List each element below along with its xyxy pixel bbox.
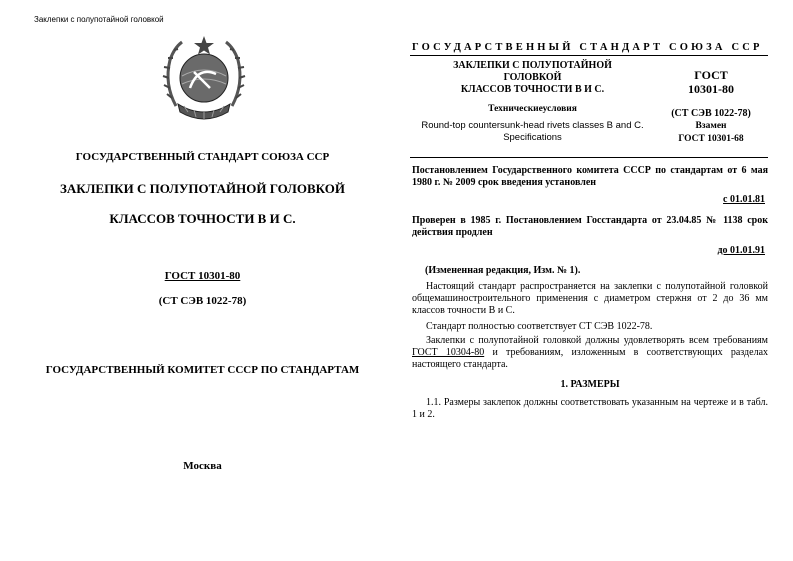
replaces-standard: ГОСТ 10301-68 bbox=[678, 134, 744, 144]
dimensions-paragraph: 1.1. Размеры заклепок должны соответствовать указанным на чертеже и в табл. 1 и 2. bbox=[412, 397, 768, 420]
requirements-text-a: Заклепки с полупотайной головкой должны удовлетворять всем требованиям bbox=[426, 335, 768, 346]
title-box-divider bbox=[410, 157, 768, 158]
validity-date: до 01.01.91 bbox=[717, 245, 765, 256]
gost-number-text: ГОСТ 10301-80 bbox=[164, 270, 241, 282]
committee-name: ГОСУДАРСТВЕННЫЙ КОМИТЕТ СССР ПО СТАНДАРТАМ bbox=[45, 364, 360, 376]
document-running-header: Заклепки с полупотайной головкой bbox=[34, 15, 164, 24]
publication-city: Москва bbox=[183, 460, 222, 472]
english-title-line-2: Specifications bbox=[503, 132, 562, 143]
standard-title-box bbox=[410, 60, 655, 144]
gost-designation-box bbox=[655, 68, 767, 145]
title-line-1: ЗАКЛЕПКИ С ПОЛУПОТАЙНОЙ ГОЛОВКОЙ bbox=[60, 181, 345, 196]
gost-label: ГОСТ bbox=[694, 68, 728, 82]
checked-text: Проверен в 1985 г. Постановлением Госстандарта от 23.04.85 № 1138 срок действия продлен bbox=[412, 215, 768, 238]
ussr-state-emblem-icon bbox=[160, 34, 248, 126]
conformity-paragraph: Стандарт полностью соответствует СТ СЭВ 1022-78. bbox=[426, 321, 653, 332]
state-standard-heading: ГОСУДАРСТВЕННЫЙ СТАНДАРТ СОЮЗА ССР bbox=[75, 151, 330, 163]
requirements-paragraph bbox=[412, 335, 768, 371]
gost-st-sev: (СТ СЭВ 1022-78) bbox=[671, 108, 751, 119]
box-title-line-2: ГОЛОВКОЙ bbox=[503, 72, 562, 83]
box-subtitle: Техническиеусловия bbox=[488, 104, 577, 114]
decree-date: с 01.01.81 bbox=[723, 194, 765, 205]
box-title-line-3: КЛАССОВ ТОЧНОСТИ В И С. bbox=[460, 84, 605, 95]
gost-reference-link[interactable]: ГОСТ 10304-80 bbox=[412, 347, 485, 358]
scope-paragraph: Настоящий стандарт распространяется на заклепки с полупотайной головкой общемашиностроительного применения с диаметром стержня от 2 до 36 мм классов точности В и С. bbox=[412, 281, 768, 316]
gost-designation-number: 10301-80 bbox=[688, 82, 734, 96]
requirements-text-b: и требованиям, изложенным в соответствующих разделах настоящего стандарта. bbox=[412, 347, 769, 370]
box-title-line-1: ЗАКЛЕПКИ С ПОЛУПОТАЙНОЙ bbox=[453, 60, 612, 71]
section-heading-dimensions: 1. РАЗМЕРЫ bbox=[560, 379, 620, 390]
replaces-label: Взамен bbox=[695, 121, 727, 131]
english-title-line-1: Round-top countersunk-head rivets classes B and C. bbox=[421, 120, 644, 131]
title-line-2: КЛАССОВ ТОЧНОСТИ В И С. bbox=[109, 211, 296, 226]
right-page-header: ГОСУДАРСТВЕННЫЙ СТАНДАРТ СОЮЗА ССР bbox=[412, 42, 763, 53]
gost-number bbox=[10, 270, 395, 282]
revision-note: (Измененная редакция, Изм. № 1). bbox=[425, 265, 581, 276]
decree-text: Постановлением Государственного комитета СССР по стандартам от 6 мая 1980 г. № 2009 срок введения установлен bbox=[412, 165, 768, 188]
st-sev-number: (СТ СЭВ 1022-78) bbox=[158, 295, 247, 307]
header-divider bbox=[410, 55, 768, 56]
